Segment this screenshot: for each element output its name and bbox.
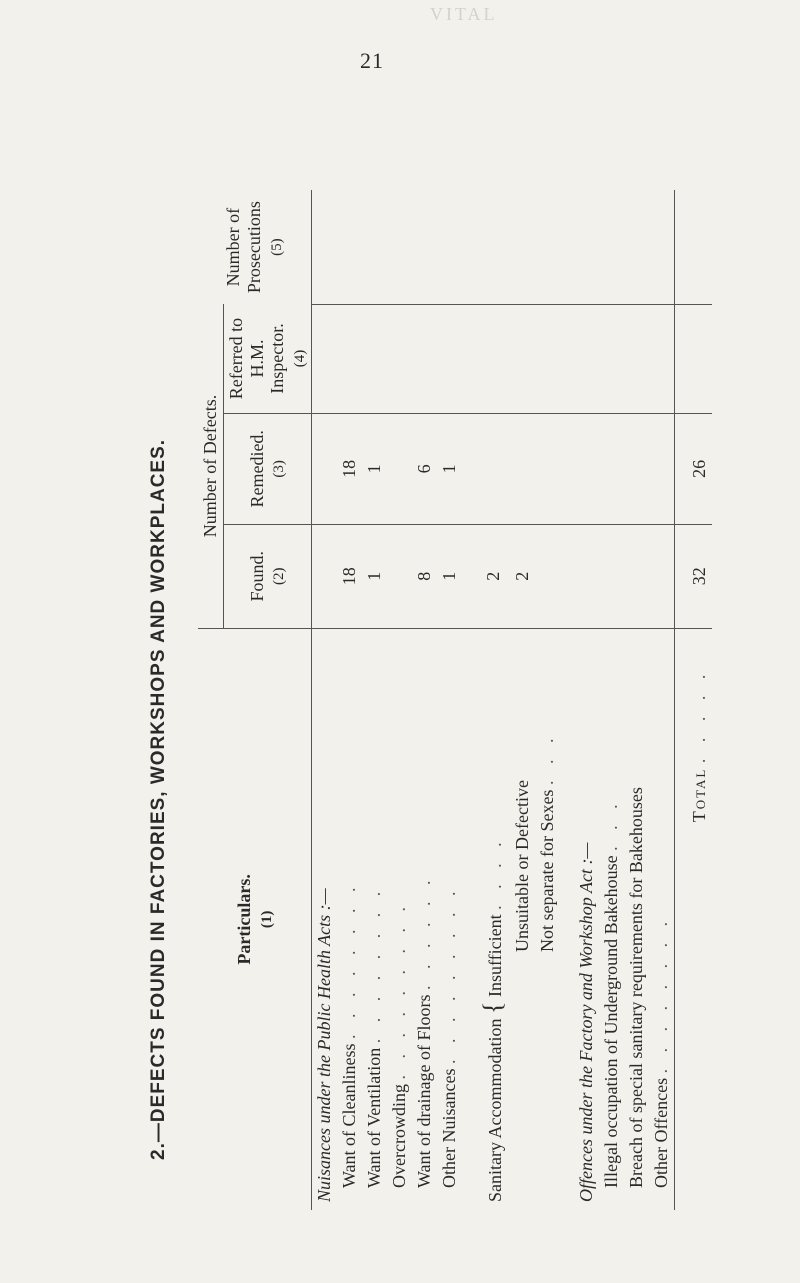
offences-heading: Offences under the Factory and Workshop Act :— xyxy=(574,628,599,1210)
total-row: Total . . . . . 32 26 xyxy=(675,190,713,1210)
table-row: Want of Cleanliness . . . . . . . . 18 18 xyxy=(337,190,362,1210)
page-number: 21 xyxy=(360,48,384,73)
total-prosecutions xyxy=(675,190,713,304)
found-header: Found. (2) xyxy=(224,524,312,628)
number-of-defects-header: Number of Defects. xyxy=(198,304,224,628)
faint-running-header: VITAL xyxy=(430,4,498,24)
total-found: 32 xyxy=(675,524,713,628)
rotated-table-block xyxy=(140,140,710,1240)
nuisances-heading: Nuisances under the Public Health Acts :— xyxy=(312,628,338,1210)
total-label: Total xyxy=(689,767,710,823)
remedied-header: Remedied. (3) xyxy=(224,413,312,524)
table-row: Want of Ventilation . . . . . . . . 1 1 xyxy=(362,190,387,1210)
table-row: Illegal occupation of Underground Bakehouse . . . xyxy=(599,190,624,1210)
table-title: 2.—DEFECTS FOUND IN FACTORIES, WORKSHOPS AND WORKPLACES. xyxy=(148,438,169,1160)
referred-header: Referred to H.M. Inspector. (4) xyxy=(224,304,312,413)
table-row: Sanitary Accommodation { Insufficient . . . . 2 xyxy=(476,190,510,1210)
table-row: Not separate for Sexes . . . xyxy=(535,190,560,1210)
table-row: Other Nuisances . . . . . . . . . 1 1 xyxy=(437,190,462,1210)
table-row: Want of drainage of Floors . . . . . . 8 6 xyxy=(412,190,437,1210)
table-row: Breach of special sanitary requirements for Bakehouses xyxy=(624,190,649,1210)
defects-table xyxy=(198,190,712,1210)
table-row: Overcrowding . . . . . . . . . xyxy=(387,190,412,1210)
total-referred xyxy=(675,304,713,413)
total-remedied: 26 xyxy=(675,413,713,524)
prosecutions-header: Number of Prosecutions (5) xyxy=(198,190,312,304)
table-row: Other Offences . . . . . . . . xyxy=(649,190,675,1210)
particulars-header: Particulars. (1) xyxy=(198,628,312,1210)
table-row: Unsuitable or Defective 2 xyxy=(510,190,535,1210)
